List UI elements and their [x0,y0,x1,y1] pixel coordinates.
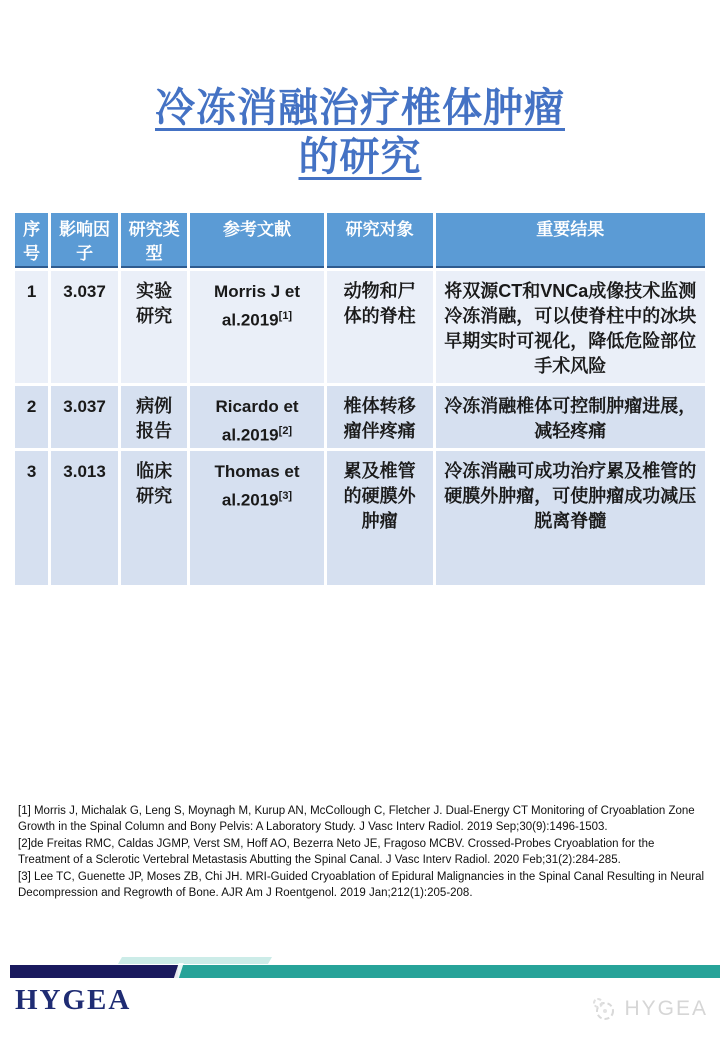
study-table [12,210,708,588]
header-key-result: 重要结果 [436,213,705,268]
table-header-row [15,213,705,268]
cell-impact-factor: 3.037 [51,271,118,383]
footer-teal-bar [178,965,720,978]
reference-entry: [2]de Freitas RMC, Caldas JGMP, Verst SM, Hoff AO, Bezerra Neto JE, Fragoso MCBV. Crossed-Probes Cryoablation for the Treatment of a Sclerotic Vertebral Metastasis Abutting the Spinal Canal. J Vasc Interv Radiol. 2020 Feb;31(2):284-285. [18,837,655,867]
header-serial: 序号 [15,213,48,268]
reference-text: Thomas et al.2019 [214,461,300,510]
cell-reference [190,271,323,383]
reference-entry: [3] Lee TC, Guenette JP, Moses ZB, Chi JH. MRI-Guided Cryoablation of Epidural Malignancies in the Spinal Canal Resulting in Neural Decompression and Regrowth of Bone. AJR Am J Roentgenol. 2019 Jan;212(1):205-208. [18,870,705,900]
title-line-1: 冷冻消融治疗椎体肿瘤 [155,86,565,130]
table-row [15,271,705,383]
cell-reference [190,451,323,585]
cell-key-result: 冷冻消融可成功治疗累及椎管的硬膜外肿瘤，可使肿瘤成功减压脱离脊髓 [436,451,705,585]
cell-key-result: 冷冻消融椎体可控制肿瘤进展，减轻疼痛 [436,386,705,448]
reference-entry: [1] Morris J, Michalak G, Leng S, Moynagh M, Kurup AN, McCollough C, Fletcher J. Dual-Energy CT Monitoring of Cryoablation Zone Growth in the Spinal Column and Bony Pelvis: A Laboratory Study. J Vasc Interv Radiol. 2019 Sep;30(9):1496-1503. [18,805,695,834]
reference-superscript: [2] [278,425,293,437]
cell-study-type: 临床研究 [121,451,188,585]
cell-subject: 椎体转移瘤伴疼痛 [327,386,433,448]
cell-study-type: 病例报告 [121,386,188,448]
brand-logo-text: HYGEA [15,984,132,1016]
watermark-text: HYGEA [624,997,708,1020]
cell-impact-factor: 3.037 [51,386,118,448]
cell-study-type: 实验研究 [121,271,188,383]
cell-impact-factor: 3.013 [51,451,118,585]
cell-serial: 1 [15,271,48,383]
cell-key-result: 将双源CT和VNCa成像技术监测冷冻消融，可以使脊柱中的冰块早期实时可视化，降低危险部位手术风险 [436,271,705,383]
header-subject: 研究对象 [327,213,433,268]
cell-serial: 2 [15,386,48,448]
hygea-logo-icon [591,996,617,1022]
table-row [15,451,705,585]
footer-navy-bar [10,965,178,978]
cell-subject: 累及椎管的硬膜外肿瘤 [327,451,433,585]
reference-superscript: [1] [278,310,293,322]
cell-reference [190,386,323,448]
watermark [591,996,708,1022]
header-study-type: 研究类型 [121,213,188,268]
cell-serial: 3 [15,451,48,585]
table-row [15,386,705,448]
header-impact-factor: 影响因子 [51,213,118,268]
cell-subject: 动物和尸体的脊柱 [327,271,433,383]
footer-accent-wisp [118,957,272,964]
reference-text: Morris J et al.2019 [214,282,301,330]
title-line-2: 的研究 [298,135,422,179]
reference-superscript: [3] [278,489,293,502]
page-title [0,84,720,182]
header-reference: 参考文献 [190,213,323,268]
reference-list [18,803,706,901]
reference-text: Ricardo et al.2019 [215,397,299,445]
